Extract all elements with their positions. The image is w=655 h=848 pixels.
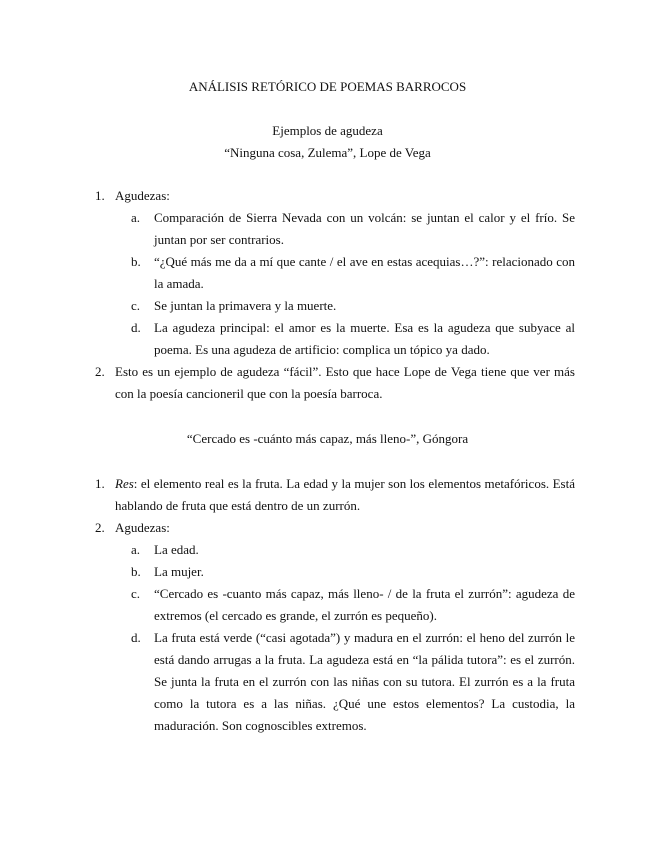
item-text: La agudeza principal: el amor es la muerte. Esa es la agudeza que subyace al poema. Es una agudeza de artificio: complica un tópico ya dado.	[154, 320, 575, 357]
sub-list-item	[0, 561, 655, 583]
sub-list-item	[0, 317, 655, 361]
sub-list-item	[0, 295, 655, 317]
item-text: La fruta está verde (“casi agotada”) y madura en el zurrón: el heno del zurrón le está dando arrugas a la fruta. La agudeza está en “la pálida tutora”: es el zurrón. Se junta la fruta en el zurrón con las niñas con su tutora. El zurrón es a la fruta como la tutora es a las niñas. ¿Qué une estos elementos? La custodia, la maduración. Son cognoscibles extremos.	[154, 630, 575, 733]
item-text: Comparación de Sierra Nevada con un volcán: se juntan el calor y el frío. Se juntan por ser contrarios.	[154, 210, 575, 247]
list-item	[0, 361, 655, 405]
poem2-heading: “Cercado es -cuánto más capaz, más lleno-”, Góngora	[186, 431, 469, 446]
item-letter: c.	[131, 586, 141, 601]
item-text: La edad.	[154, 542, 199, 557]
item-letter: c.	[131, 298, 141, 313]
item-text: “¿Qué más me da a mí que cante / el ave en estas acequias…?”: relacionado con la amada.	[154, 254, 575, 291]
item-letter: b.	[131, 254, 141, 269]
sub-list-item	[0, 583, 655, 627]
item-text: La mujer.	[154, 564, 204, 579]
list-item	[0, 473, 655, 517]
item-text: Esto es un ejemplo de agudeza “fácil”. Esto que hace Lope de Vega tiene que ver más con la poesía cancioneril que con la poesía barroca.	[115, 364, 575, 401]
item-number: 2.	[95, 364, 105, 379]
res-label: Res	[115, 476, 134, 491]
item-text: Agudezas:	[115, 520, 170, 535]
item-number: 1.	[95, 188, 105, 203]
res-text: : el elemento real es la fruta. La edad y la mujer son los elementos metafóricos. Está hablando de fruta que está dentro de un zurrón.	[115, 476, 575, 513]
sub-list-item	[0, 207, 655, 251]
item-number: 1.	[95, 476, 105, 491]
sub-list-item	[0, 627, 655, 737]
item-letter: a.	[131, 210, 141, 225]
item-text: Se juntan la primavera y la muerte.	[154, 298, 337, 313]
list-item	[0, 517, 655, 539]
poem1-heading: “Ninguna cosa, Zulema”, Lope de Vega	[224, 145, 431, 160]
poem2-analysis-list	[0, 473, 655, 737]
item-text: “Cercado es -cuanto más capaz, más lleno- / de la fruta el zurrón”: agudeza de extremos (el cercado es grande, el zurrón es pequeño).	[154, 586, 575, 623]
item-letter: b.	[131, 564, 141, 579]
document-title: ANÁLISIS RETÓRICO DE POEMAS BARROCOS	[188, 79, 467, 94]
section-subtitle: Ejemplos de agudeza	[272, 123, 383, 138]
item-letter: d.	[131, 630, 141, 645]
sub-list-item	[0, 539, 655, 561]
item-number: 2.	[95, 520, 105, 535]
sub-list-item	[0, 251, 655, 295]
poem1-analysis-list	[0, 185, 655, 405]
item-text: Agudezas:	[115, 188, 170, 203]
item-text	[115, 473, 575, 517]
item-letter: d.	[131, 320, 141, 335]
list-item	[0, 185, 655, 207]
item-letter: a.	[131, 542, 141, 557]
